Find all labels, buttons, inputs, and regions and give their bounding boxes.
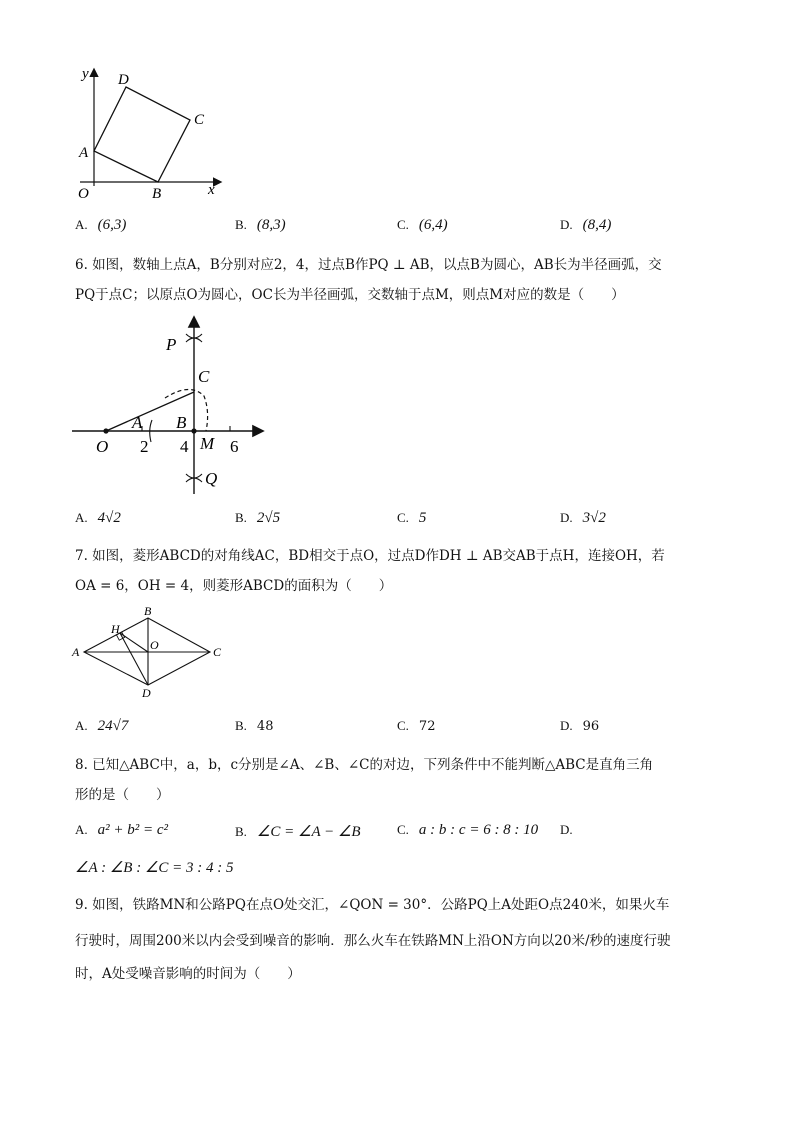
label-m: M bbox=[200, 434, 215, 453]
q7-text-line1: 7. 如图，菱形ABCD的对角线AC，BD相交于点O，过点D作DH ⊥ AB交AB于点H，连接OH，若 bbox=[75, 548, 665, 564]
q7-option-b[interactable] bbox=[235, 718, 273, 734]
q6-option-d[interactable] bbox=[560, 510, 606, 527]
label-c: C bbox=[198, 367, 210, 386]
q8-text-line2: 形的是（ ） bbox=[75, 787, 170, 803]
q8-option-b[interactable] bbox=[235, 822, 361, 841]
label-p: P bbox=[166, 335, 177, 354]
option-key: B. bbox=[235, 718, 247, 733]
label-o: O bbox=[96, 437, 109, 456]
option-key: A. bbox=[75, 510, 88, 525]
option-key: C. bbox=[397, 217, 409, 232]
option-value: 48 bbox=[256, 719, 274, 734]
label-y: y bbox=[82, 66, 89, 82]
label-c: C bbox=[194, 112, 205, 128]
q8-option-d-value[interactable] bbox=[75, 858, 234, 877]
option-value: a² + b² = c² bbox=[97, 822, 169, 838]
point-o bbox=[103, 428, 108, 433]
label-c: C bbox=[213, 645, 222, 659]
option-value: a : b : c = 6 : 8 : 10 bbox=[418, 822, 539, 838]
tick-4: 4 bbox=[180, 437, 189, 456]
option-value: (8,3) bbox=[256, 217, 286, 233]
tick-6: 6 bbox=[230, 437, 239, 456]
option-value: (6,4) bbox=[418, 217, 448, 233]
square-abcd bbox=[94, 87, 190, 182]
option-value: 96 bbox=[582, 719, 600, 734]
q6-option-b[interactable] bbox=[235, 510, 280, 527]
option-value: ∠A : ∠B : ∠C = 3 : 4 : 5 bbox=[75, 860, 234, 876]
figure-q7-rhombus bbox=[70, 605, 230, 700]
option-key: D. bbox=[560, 217, 573, 232]
tick-2: 2 bbox=[140, 437, 149, 456]
q8-option-c[interactable] bbox=[397, 822, 538, 839]
option-value: (8,4) bbox=[582, 217, 612, 233]
option-value: 4√2 bbox=[97, 510, 121, 526]
label-x: x bbox=[208, 182, 215, 198]
label-a: A bbox=[132, 413, 143, 432]
option-key: A. bbox=[75, 718, 88, 733]
q7-option-d[interactable] bbox=[560, 718, 599, 734]
option-key: C. bbox=[397, 822, 409, 837]
q7-option-c[interactable] bbox=[397, 718, 435, 734]
option-key: D. bbox=[560, 822, 573, 837]
q9-text-line1: 9. 如图，铁路MN和公路PQ在点O处交汇，∠QON = 30°．公路PQ上A处距O点240米，如果火车 bbox=[75, 897, 670, 913]
option-value: (6,3) bbox=[97, 217, 127, 233]
option-key: A. bbox=[75, 217, 88, 232]
option-key: D. bbox=[560, 718, 573, 733]
option-key: B. bbox=[235, 217, 247, 232]
option-value: 72 bbox=[418, 719, 436, 734]
option-value: 5 bbox=[418, 510, 427, 526]
q8-option-d[interactable] bbox=[560, 822, 583, 838]
label-b: B bbox=[176, 413, 187, 432]
label-b: B bbox=[144, 605, 152, 618]
label-d: D bbox=[118, 72, 129, 88]
q6-text-line1: 6. 如图，数轴上点A，B分别对应2，4，过点B作PQ ⊥ AB，以点B为圆心，AB长为半径画弧，交 bbox=[75, 257, 662, 273]
label-d: D bbox=[142, 686, 151, 700]
option-key: C. bbox=[397, 718, 409, 733]
q5-option-d[interactable] bbox=[560, 217, 611, 234]
option-value: 24√7 bbox=[97, 718, 129, 734]
q6-option-a[interactable] bbox=[75, 510, 121, 527]
q5-option-a[interactable] bbox=[75, 217, 126, 234]
q8-option-a[interactable] bbox=[75, 822, 168, 839]
q9-text-line2: 行驶时，周围200米以内会受到噪音的影响．那么火车在铁路MN上沿ON方向以20米/秒的速度行驶 bbox=[75, 933, 671, 949]
label-b: B bbox=[152, 186, 162, 200]
figure-q5-square bbox=[70, 60, 230, 200]
option-key: B. bbox=[235, 510, 247, 525]
option-key: D. bbox=[560, 510, 573, 525]
label-o: O bbox=[78, 186, 89, 200]
label-a: A bbox=[79, 145, 89, 161]
label-h: H bbox=[111, 622, 120, 636]
label-o: O bbox=[150, 638, 159, 652]
option-key: A. bbox=[75, 822, 88, 837]
label-a: A bbox=[72, 645, 80, 659]
q7-text-line2: OA = 6，OH = 4，则菱形ABCD的面积为（ ） bbox=[75, 578, 393, 594]
point-b bbox=[191, 428, 196, 433]
option-value: 2√5 bbox=[256, 510, 281, 526]
label-q: Q bbox=[205, 469, 218, 488]
q8-text-line1: 8. 已知△ABC中，a，b，c分别是∠A、∠B、∠C的对边，下列条件中不能判断△ABC是直角三角 bbox=[75, 757, 654, 773]
option-value: 3√2 bbox=[582, 510, 606, 526]
option-key: C. bbox=[397, 510, 409, 525]
q5-option-b[interactable] bbox=[235, 217, 286, 234]
option-value: ∠C = ∠A − ∠B bbox=[256, 824, 361, 840]
q5-option-c[interactable] bbox=[397, 217, 448, 234]
q9-text-line3: 时，A处受噪音影响的时间为（ ） bbox=[75, 966, 301, 982]
q6-text-line2: PQ于点C；以原点O为圆心，OC长为半径画弧，交数轴于点M，则点M对应的数是（ ） bbox=[75, 287, 625, 303]
q7-option-a[interactable] bbox=[75, 718, 128, 735]
figure-q6-number-line bbox=[70, 312, 270, 497]
q6-option-c[interactable] bbox=[397, 510, 426, 527]
option-key: B. bbox=[235, 824, 247, 839]
